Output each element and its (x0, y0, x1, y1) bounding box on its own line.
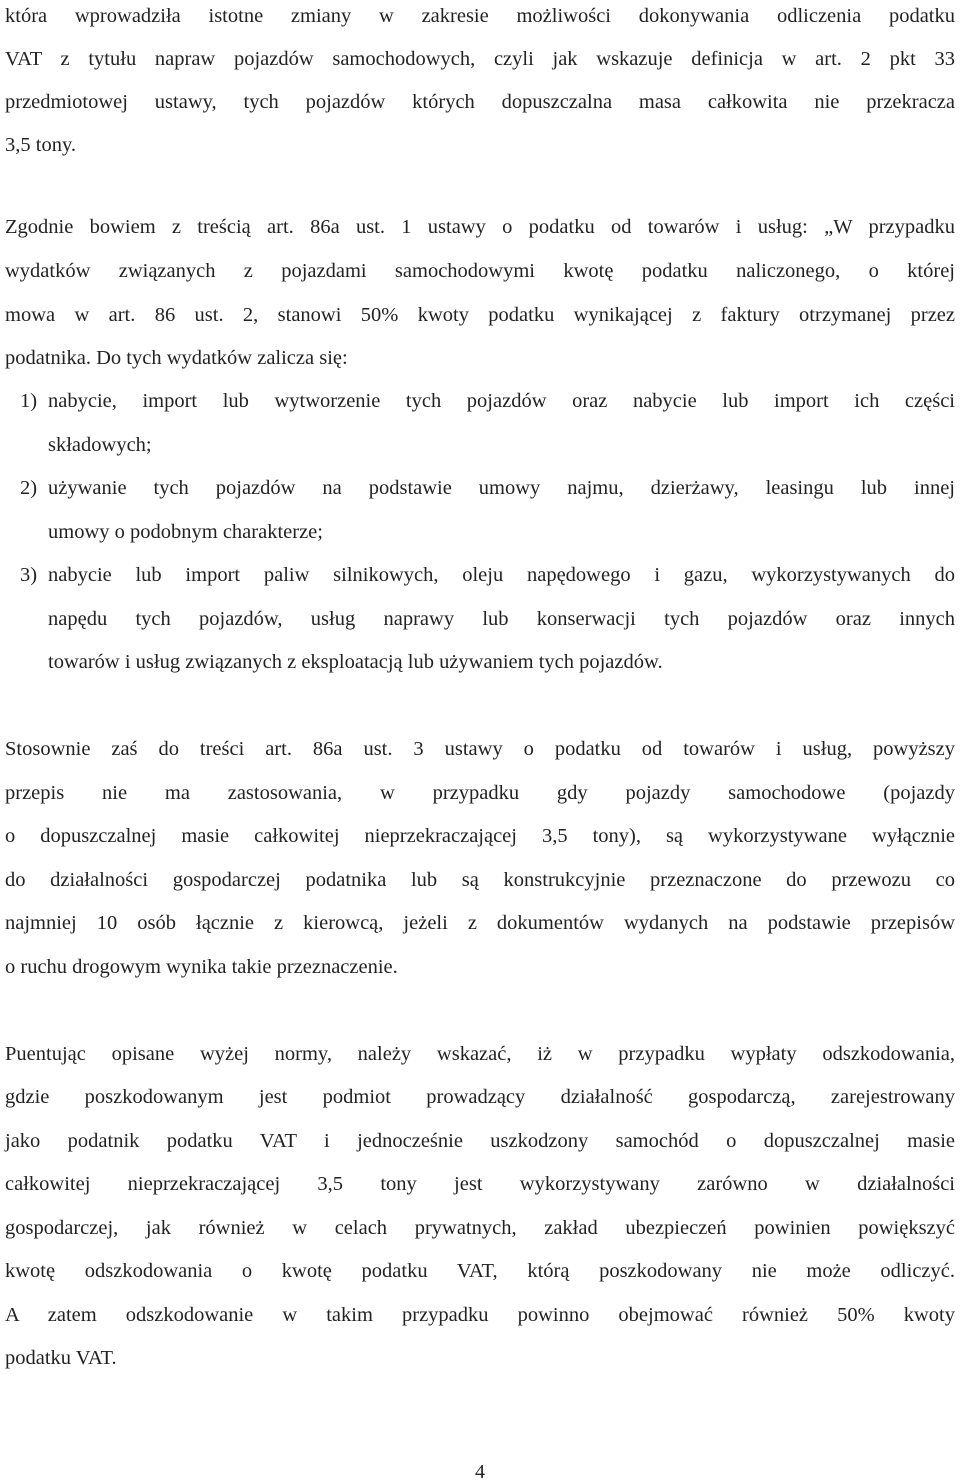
art86a3-line: do działalności gospodarczej podatnika lub są konstrukcyjnie przeznaczone do przewozu co (5, 869, 955, 891)
list-item-line: nabycie lub import paliw silnikowych, oleju napędowego i gazu, wykorzystywanych do (48, 564, 955, 586)
conclusion-line: gospodarczej, jak również w celach prywatnych, zakład ubezpieczeń powinien powiększyć (5, 1217, 955, 1239)
conclusion-line: całkowitej nieprzekraczającej 3,5 tony jest wykorzystywany zarówno w działalności (5, 1173, 955, 1195)
conclusion-line: A zatem odszkodowanie w takim przypadku powinno obejmować również 50% kwoty (5, 1304, 955, 1326)
list-item-line: nabycie, import lub wytworzenie tych pojazdów oraz nabycie lub import ich części (48, 390, 955, 412)
list-item-number: 2) (20, 477, 38, 499)
intro-line: 3,5 tony. (5, 134, 76, 156)
art86a3-line: Stosownie zaś do treści art. 86a ust. 3 ustawy o podatku od towarów i usług, powyższy (5, 738, 955, 760)
intro-line: która wprowadziła istotne zmiany w zakresie możliwości dokonywania odliczenia podatku (5, 5, 955, 27)
intro-line: VAT z tytułu napraw pojazdów samochodowych, czyli jak wskazuje definicja w art. 2 pkt 33 (5, 48, 955, 70)
list-item-number: 3) (20, 564, 38, 586)
list-item-line: towarów i usług związanych z eksploatacją lub używaniem tych pojazdów. (48, 651, 663, 673)
art86a1-line: Zgodnie bowiem z treścią art. 86a ust. 1 ustawy o podatku od towarów i usług: „W przypadku (5, 216, 955, 238)
list-item-line: napędu tych pojazdów, usług naprawy lub konserwacji tych pojazdów oraz innych (48, 608, 955, 630)
list-item-number: 1) (20, 390, 38, 412)
art86a1-line: podatnika. Do tych wydatków zalicza się: (5, 347, 348, 369)
art86a3-line: o ruchu drogowym wynika takie przeznaczenie. (5, 956, 398, 978)
conclusion-line: Puentując opisane wyżej normy, należy wskazać, iż w przypadku wypłaty odszkodowania, (5, 1043, 955, 1065)
page-number: 4 (475, 1461, 485, 1483)
art86a3-line: najmniej 10 osób łącznie z kierowcą, jeżeli z dokumentów wydanych na podstawie przepisów (5, 912, 955, 934)
list-item-line: składowych; (48, 434, 152, 456)
list-item-line: umowy o podobnym charakterze; (48, 521, 323, 543)
art86a1-line: mowa w art. 86 ust. 2, stanowi 50% kwoty podatku wynikającej z faktury otrzymanej przez (5, 304, 955, 326)
list-item-line: używanie tych pojazdów na podstawie umowy najmu, dzierżawy, leasingu lub innej (48, 477, 955, 499)
conclusion-line: kwotę odszkodowania o kwotę podatku VAT, którą poszkodowany nie może odliczyć. (5, 1260, 955, 1282)
intro-line: przedmiotowej ustawy, tych pojazdów których dopuszczalna masa całkowita nie przekracza (5, 91, 955, 113)
art86a1-line: wydatków związanych z pojazdami samochodowymi kwotę podatku naliczonego, o której (5, 260, 955, 282)
conclusion-line: gdzie poszkodowanym jest podmiot prowadzący działalność gospodarczą, zarejestrowany (5, 1086, 955, 1108)
conclusion-line: jako podatnik podatku VAT i jednocześnie uszkodzony samochód o dopuszczalnej masie (5, 1130, 955, 1152)
art86a3-line: przepis nie ma zastosowania, w przypadku gdy pojazdy samochodowe (pojazdy (5, 782, 955, 804)
art86a3-line: o dopuszczalnej masie całkowitej nieprzekraczającej 3,5 tony), są wykorzystywane wyłącznie (5, 825, 955, 847)
conclusion-line: podatku VAT. (5, 1347, 117, 1369)
